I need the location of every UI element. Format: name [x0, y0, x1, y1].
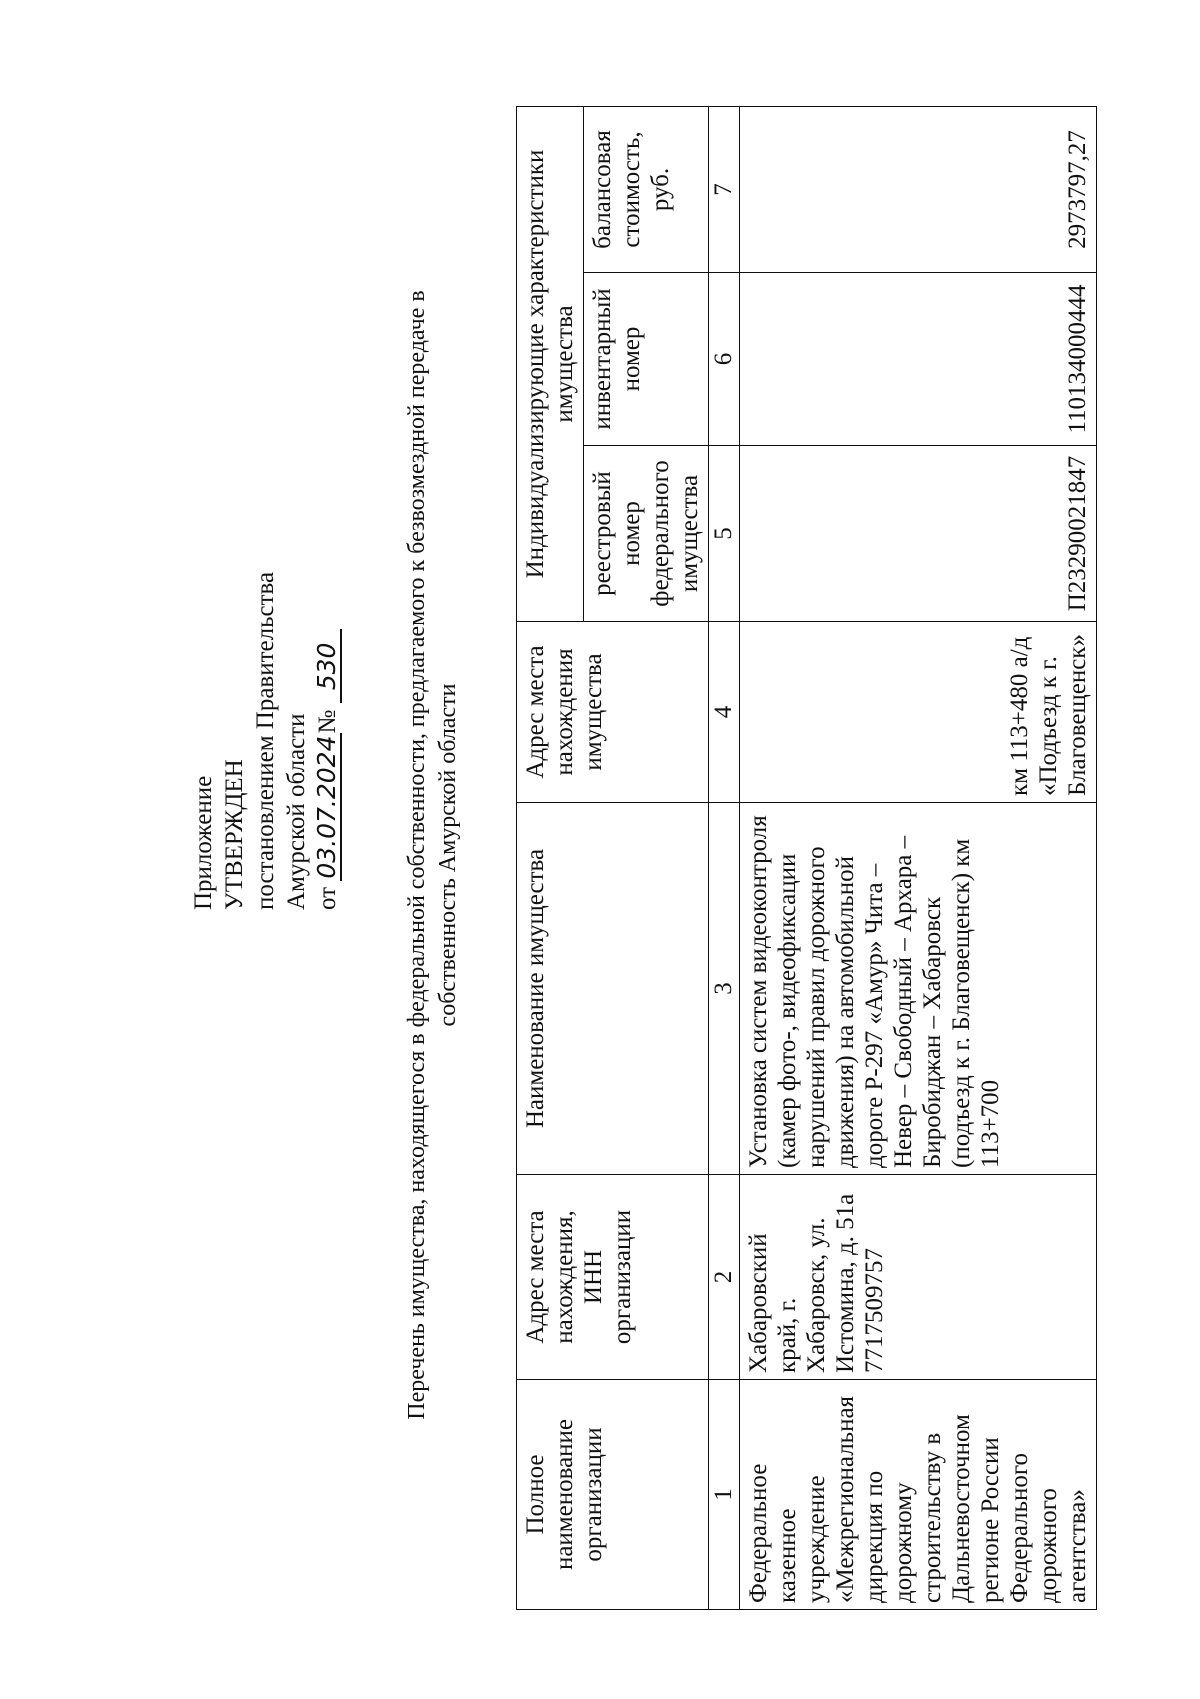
approval-date: 03.07.2024	[312, 735, 341, 879]
approval-date-prefix: от	[314, 886, 341, 910]
header-org-address: Адрес места нахождения, ИНН организации	[517, 1175, 709, 1380]
cell-book-value: 2973797,27	[740, 106, 1097, 272]
approval-line-resolution: постановлением Правительства	[252, 571, 279, 910]
title-line-1: Перечень имущества, находящегося в федеральной собственности, предлагаемого к безвозмездной передаче в	[404, 290, 430, 1420]
column-number-2: 2	[709, 1175, 740, 1380]
header-inventory-number: инвентарный номер	[584, 273, 709, 446]
document-page	[40, 60, 1160, 1640]
column-number-7: 7	[709, 106, 740, 272]
column-number-4: 4	[709, 622, 740, 803]
approval-stamp	[188, 390, 343, 910]
title-line-2: собственность Амурской области	[435, 683, 461, 1027]
approval-date-line	[312, 390, 343, 910]
table-header-row	[517, 106, 584, 1609]
approval-line-region: Амурской области	[283, 713, 310, 910]
document-title	[402, 220, 464, 1490]
property-table	[516, 106, 1097, 1610]
table-row	[740, 106, 1097, 1609]
cell-org-address: Хабаровский край, г. Хабаровск, ул. Истомина, д. 51а 7717509757	[740, 1175, 1097, 1380]
header-property-address: Адрес места нахождения имущества	[517, 622, 709, 803]
cell-registry-number: П23290021847	[740, 446, 1097, 622]
cell-property-name: Установка систем видеоконтроля (камер фото-, видеофиксации нарушений правил дорожного движения) на автомобильной дороге Р-297 «Амур» Чита – Невер – Свободный – Архара – Биробиджан – Хабаровск (подъезд к г. Благовещенск) км 113+700	[740, 803, 1097, 1175]
cell-org-name: Федеральное казенное учреждение «Межрегиональная дирекция по дорожному строительству в Дальневосточном регионе России Федерального дорожного агентства»	[740, 1380, 1097, 1610]
header-org-name: Полное наименование организации	[517, 1380, 709, 1610]
approval-number-label: №	[314, 709, 341, 734]
column-number-1: 1	[709, 1380, 740, 1610]
cell-inventory-number: 110134000444	[740, 273, 1097, 446]
table-number-row	[709, 106, 740, 1609]
header-registry-number: реестровый номер федерального имущества	[584, 446, 709, 622]
column-number-3: 3	[709, 803, 740, 1175]
approval-number: 530	[314, 629, 342, 703]
approval-line-appendix: Приложение	[190, 775, 217, 910]
cell-property-address: км 113+480 а/д «Подъезд к г. Благовещенск»	[740, 622, 1097, 803]
header-book-value: балансовая стоимость, руб.	[584, 106, 709, 272]
header-characteristics-group: Индивидуализирующие характеристики имущества	[517, 106, 584, 621]
header-property-name: Наименование имущества	[517, 803, 709, 1175]
approval-line-approved: УТВЕРЖДЕН	[221, 759, 248, 910]
column-number-6: 6	[709, 273, 740, 446]
column-number-5: 5	[709, 446, 740, 622]
